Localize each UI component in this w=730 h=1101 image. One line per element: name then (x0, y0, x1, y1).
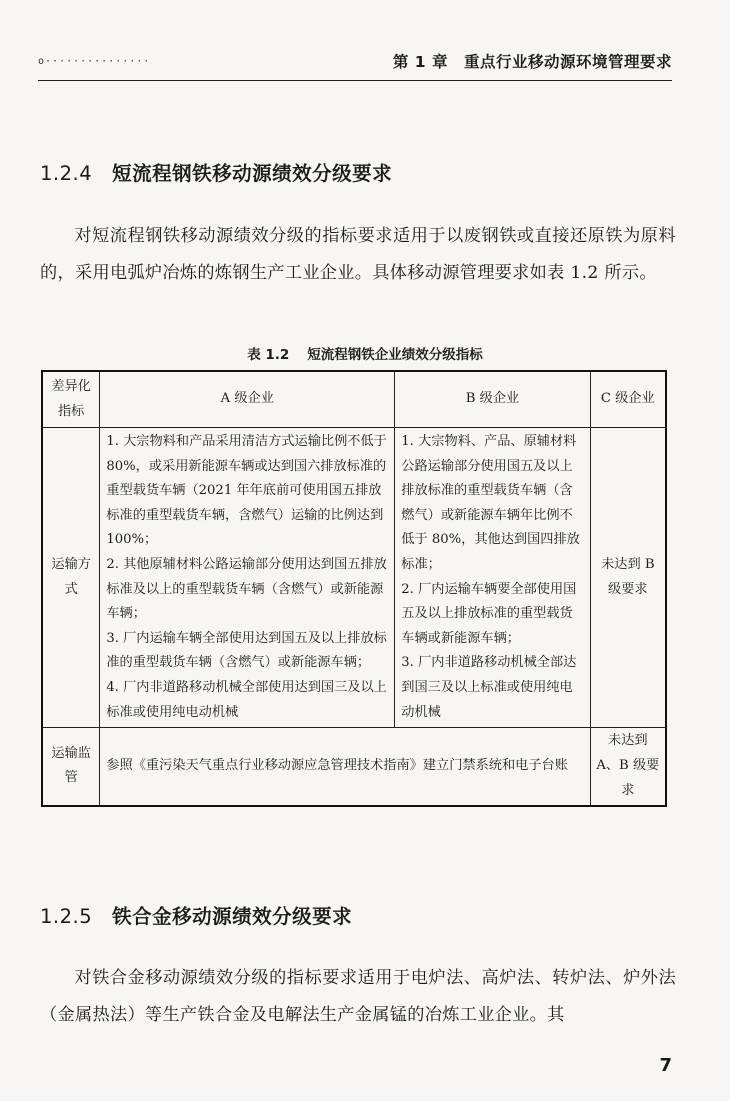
table-row (42, 428, 666, 728)
table-caption-title: 短流程钢铁企业绩效分级指标 (307, 347, 483, 363)
ab-level-cell: 参照《重污染天气重点行业移动源应急管理技术指南》建立门禁系统和电子台账 (100, 728, 590, 806)
section-title: 短流程钢铁移动源绩效分级要求 (112, 162, 393, 185)
table-row (42, 728, 666, 806)
header-cell: B 级企业 (395, 371, 590, 428)
list-item: 4. 厂内非道路移动机械全部使用达到国三及以上标准或使用纯电动机械 (106, 679, 387, 720)
body-paragraph: 对短流程钢铁移动源绩效分级的指标要求适用于以废钢铁或直接还原铁为原料的，采用电弧炉冶炼的炼钢生产工业企业。具体移动源管理要求如表 1.2 所示。 (40, 226, 676, 283)
header-cell: C 级企业 (590, 371, 666, 428)
header-cell: 差异化指标 (42, 371, 100, 428)
header-cell: A 级企业 (100, 371, 395, 428)
category-cell: 运输方式 (42, 428, 100, 728)
performance-table (41, 370, 667, 807)
category-cell: 运输监管 (42, 728, 100, 806)
section-title: 铁合金移动源绩效分级要求 (112, 905, 353, 928)
page-number: 7 (659, 1055, 672, 1076)
header-dots: o··············· (38, 56, 151, 67)
c-level-cell: 未达到 B 级要求 (590, 428, 666, 728)
list-item: 1. 大宗物料、产品、原辅材料公路运输部分使用国五及以上排放标准的重型载货车辆（含燃气）或新能源车辆年比例不低于 80%，其他达到国四排放标准； (401, 434, 580, 572)
table-header-row (42, 371, 666, 428)
table-caption (0, 343, 730, 363)
section-heading-1-2-4 (40, 158, 392, 186)
section-heading-1-2-5 (40, 901, 352, 929)
list-item: 2. 其他原辅材料公路运输部分使用达到国五排放标准及以上的重型载货车辆（含燃气）或新能源车辆； (106, 556, 387, 622)
c-level-cell: 未达到 A、B 级要求 (590, 728, 666, 806)
b-level-cell (395, 428, 590, 728)
list-item: 3. 厂内运输车辆全部使用达到国五及以上排放标准的重型载货车辆（含燃气）或新能源车辆； (106, 630, 387, 671)
running-header (38, 40, 672, 81)
section-number: 1.2.4 (40, 162, 93, 185)
list-item: 3. 厂内非道路移动机械全部达到国三及以上标准或使用纯电动机械 (401, 655, 577, 720)
section-number: 1.2.5 (40, 905, 93, 928)
list-item: 1. 大宗物料和产品采用清洁方式运输比例不低于 80%，或采用新能源车辆或达到国六排放标准的重型载货车辆（2021 年年底前可使用国五排放标准的重型载货车辆，含燃气）运输的比例达到 100%； (106, 434, 387, 548)
body-paragraph: 对铁合金移动源绩效分级的指标要求适用于电炉法、高炉法、转炉法、炉外法（金属热法）等生产铁合金及电解法生产金属锰的冶炼工业企业。其 (40, 968, 676, 1025)
table-caption-number: 表 1.2 (247, 347, 290, 363)
list-item: 2. 厂内运输车辆要全部使用国五及以上排放标准的重型载货车辆或新能源车辆； (401, 581, 577, 646)
a-level-cell (100, 428, 395, 728)
chapter-title: 第 1 章 重点行业移动源环境管理要求 (392, 53, 672, 71)
